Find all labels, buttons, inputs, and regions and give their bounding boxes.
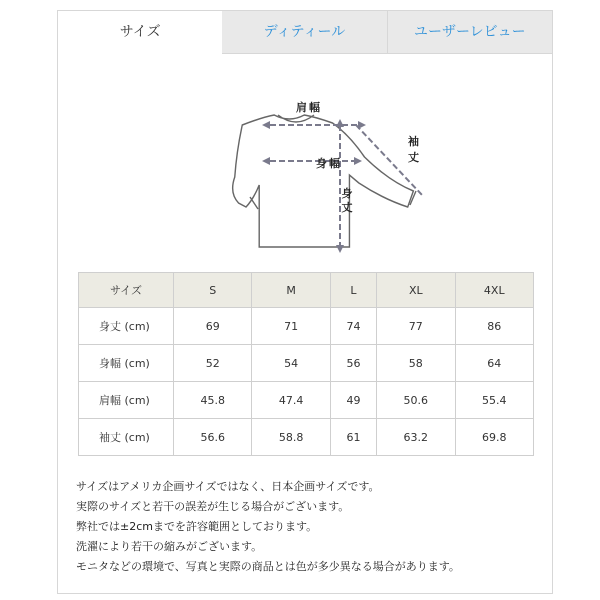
tab-user-review[interactable]: ユーザーレビュー	[387, 11, 552, 54]
table-row	[79, 345, 534, 382]
row-label-sleeve-length: 袖丈 (cm)	[79, 419, 174, 456]
size-panel	[57, 10, 553, 594]
table-cell: 56.6	[174, 419, 252, 456]
note-line: サイズはアメリカ企画サイズではなく、日本企画サイズです。	[76, 480, 380, 493]
body-width-label: 身幅	[316, 157, 342, 170]
table-cell: 55.4	[455, 382, 534, 419]
header-4xl: 4XL	[455, 273, 534, 308]
table-cell: 52	[174, 345, 252, 382]
note-line: 実際のサイズと若干の誤差が生じる場合がございます。	[76, 500, 350, 513]
table-cell: 58	[377, 345, 455, 382]
table-cell: 45.8	[174, 382, 252, 419]
table-cell: 69	[174, 308, 252, 345]
note-line: 洗濯により若干の縮みがございます。	[76, 540, 263, 553]
measurement-diagram	[198, 89, 428, 254]
table-row	[79, 308, 534, 345]
tab-bar	[58, 11, 552, 54]
row-label-body-length: 身丈 (cm)	[79, 308, 174, 345]
table-cell: 74	[330, 308, 376, 345]
header-s: S	[174, 273, 252, 308]
note-line: 弊社では±2cmまでを許容範囲としております。	[76, 520, 318, 533]
table-cell: 56	[330, 345, 376, 382]
table-cell: 50.6	[377, 382, 455, 419]
header-size: サイズ	[79, 273, 174, 308]
table-cell: 47.4	[252, 382, 330, 419]
header-m: M	[252, 273, 330, 308]
table-cell: 49	[330, 382, 376, 419]
table-cell: 69.8	[455, 419, 534, 456]
size-chart-table	[78, 272, 534, 456]
table-cell: 64	[455, 345, 534, 382]
table-cell: 86	[455, 308, 534, 345]
body-length-label: 身 丈	[341, 187, 353, 214]
header-l: L	[330, 273, 376, 308]
table-header-row	[79, 273, 534, 308]
table-cell: 61	[330, 419, 376, 456]
sleeve-length-label: 袖丈	[408, 135, 421, 164]
table-row	[79, 419, 534, 456]
table-cell: 58.8	[252, 419, 330, 456]
shoulder-width-label: 肩幅	[296, 101, 322, 114]
row-label-shoulder-width: 肩幅 (cm)	[79, 382, 174, 419]
table-cell: 63.2	[377, 419, 455, 456]
tab-size[interactable]: サイズ	[58, 11, 222, 54]
tab-detail[interactable]: ディティール	[222, 11, 386, 54]
row-label-body-width: 身幅 (cm)	[79, 345, 174, 382]
size-notes	[76, 477, 546, 577]
table-cell: 77	[377, 308, 455, 345]
table-row	[79, 382, 534, 419]
header-xl: XL	[377, 273, 455, 308]
table-cell: 54	[252, 345, 330, 382]
note-line: モニタなどの環境で、写真と実際の商品とは色が多少異なる場合があります。	[76, 560, 460, 573]
table-cell: 71	[252, 308, 330, 345]
